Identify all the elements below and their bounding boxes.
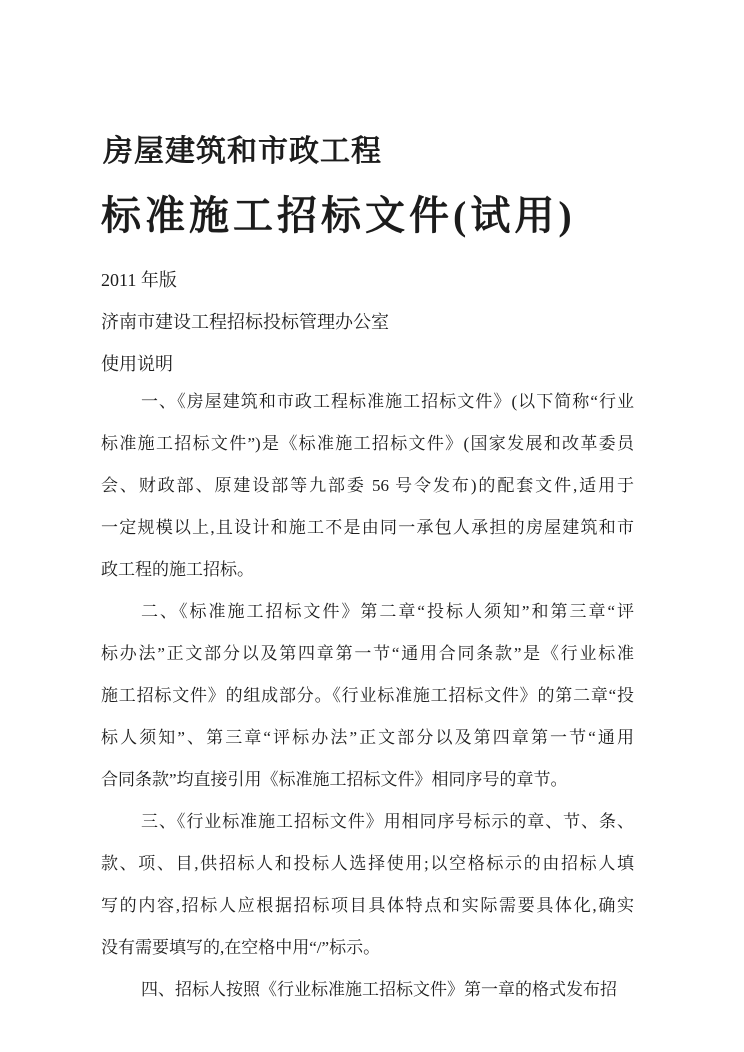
document-supertitle: 房屋建筑和市政工程 <box>103 135 382 168</box>
body-line: 标办法”正文部分以及第四章第一节“通用合同条款”是《行业标准 <box>101 644 634 663</box>
body-line: 会、财政部、原建设部等九部委 56 号令发布)的配套文件,适用于 <box>101 476 634 495</box>
body-line: 四、招标人按照《行业标准施工招标文件》第一章的格式发布招 <box>141 980 617 999</box>
body-line: 款、项、目,供招标人和投标人选择使用;以空格标示的由招标人填 <box>101 854 634 873</box>
body-line: 一定规模以上,且设计和施工不是由同一承包人承担的房屋建筑和市 <box>101 518 634 537</box>
body-line: 一、《房屋建筑和市政工程标准施工招标文件》(以下简称“行业 <box>141 392 634 411</box>
body-line: 写的内容,招标人应根据招标项目具体特点和实际需要具体化,确实 <box>101 896 634 915</box>
body-line: 三、《行业标准施工招标文件》用相同序号标示的章、节、条、 <box>141 812 634 831</box>
body-line: 政工程的施工招标。 <box>101 560 254 579</box>
document-body <box>101 381 634 1011</box>
body-line: 标准施工招标文件”)是《标准施工招标文件》(国家发展和改革委员 <box>101 434 634 453</box>
edition-line: 2011 年版 <box>101 270 177 290</box>
document-title: 标准施工招标文件(试用) <box>101 193 576 238</box>
body-line: 二、《标准施工招标文件》第二章“投标人须知”和第三章“评 <box>141 602 634 621</box>
body-line: 施工招标文件》的组成部分。《行业标准施工招标文件》的第二章“投 <box>101 686 634 705</box>
body-line: 标人须知”、第三章“评标办法”正文部分以及第四章第一节“通用 <box>101 728 634 747</box>
body-line: 合同条款”均直接引用《标准施工招标文件》相同序号的章节。 <box>101 770 568 789</box>
paragraph-4 <box>101 969 634 1011</box>
body-line: 没有需要填写的,在空格中用“/”标示。 <box>101 938 381 957</box>
paragraph-1 <box>101 381 634 591</box>
issuer-line: 济南市建设工程招标投标管理办公室 <box>101 312 389 332</box>
section-heading: 使用说明 <box>101 354 173 374</box>
paragraph-2 <box>101 591 634 801</box>
paragraph-3 <box>101 801 634 969</box>
document-meta <box>101 259 635 385</box>
